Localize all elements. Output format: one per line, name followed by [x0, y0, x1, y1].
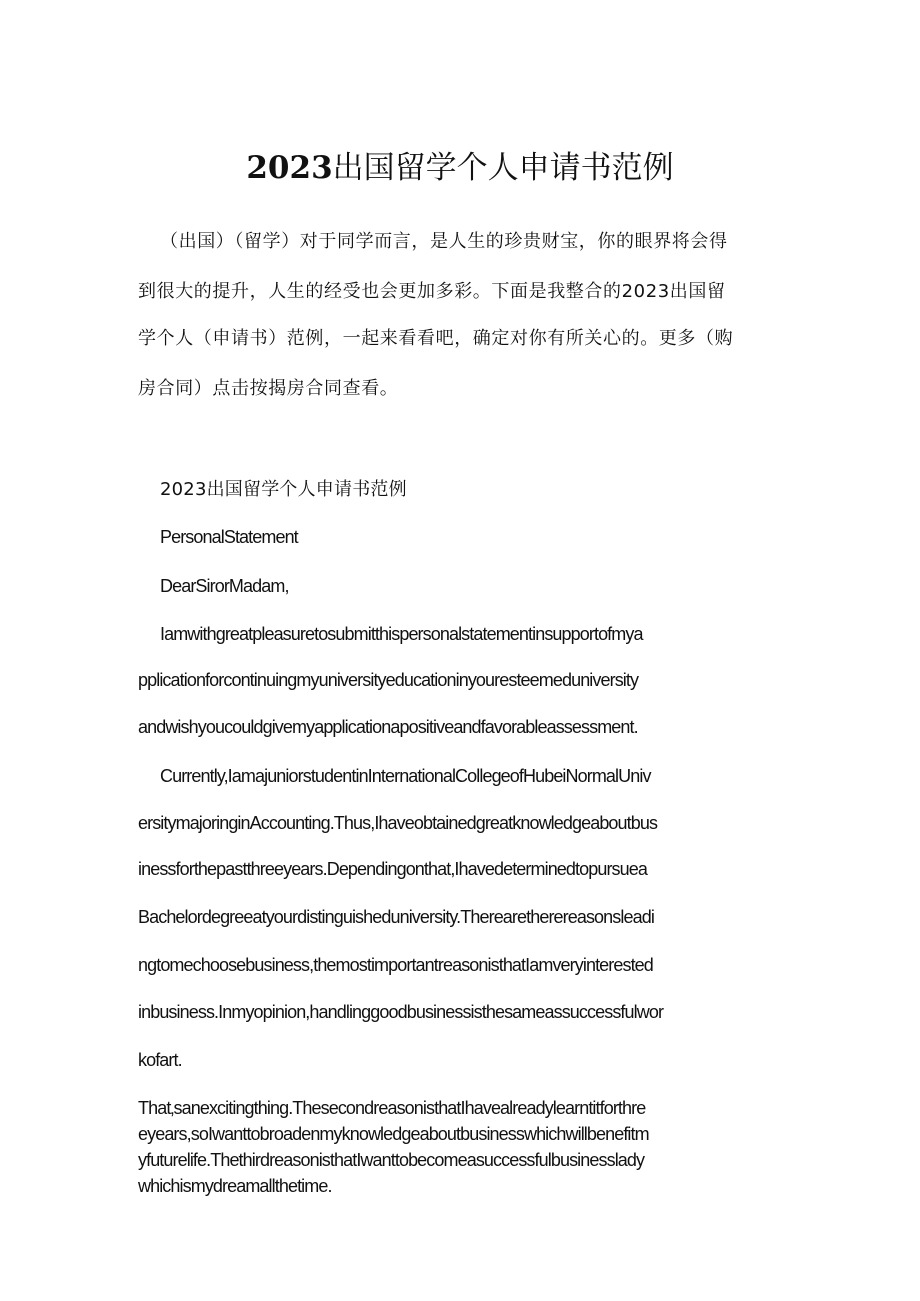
salutation: DearSirorMadam,	[160, 576, 289, 596]
subtitle: 2023出国留学个人申请书范例	[160, 479, 407, 500]
intro-line: 房合同）点击按揭房合同查看。	[138, 378, 399, 399]
paragraph-line: pplicationforcontinuingmyuniversityeducationinyouresteemeduniversity	[138, 670, 639, 690]
paragraph-line: Currently,IamajuniorstudentinInternationalCollegeofHubeiNormalUniv	[160, 766, 651, 786]
intro-line: 到很大的提升，人生的经受也会更加多彩。下面是我整合的2023出国留	[138, 281, 726, 302]
paragraph-line: Bachelordegreeatyourdistinguisheduniversity.Therearetherereasonsleadi	[138, 907, 654, 927]
paragraph-line: yfuturelife.ThethirdreasonisthatIwanttobecomeasuccessfulbusinesslady	[138, 1150, 645, 1170]
paragraph-line: inbusiness.Inmyopinion,handlinggoodbusinessisthesameassuccessfulwor	[138, 1002, 664, 1022]
intro-line: 学个人（申请书）范例，一起来看看吧，确定对你有所关心的。更多（购	[138, 328, 734, 349]
paragraph-line: ngtomechoosebusiness,themostimportantreasonisthatIamveryinterested	[138, 955, 653, 975]
intro-line: （出国）（留学）对于同学而言，是人生的珍贵财宝，你的眼界将会得	[160, 231, 728, 252]
paragraph-line: eyears,soIwanttobroadenmyknowledgeaboutbusinesswhichwillbenefitm	[138, 1124, 649, 1144]
paragraph-line: andwishyoucouldgivemyapplicationapositiveandfavorableassessment.	[138, 717, 638, 737]
paragraph-line: kofart.	[138, 1050, 182, 1070]
paragraph-line: Iamwithgreatpleasuretosubmitthispersonalstatementinsupportofmya	[160, 624, 643, 644]
paragraph-line: inessforthepastthreeyears.Dependingonthat,Ihavedeterminedtopursuea	[138, 859, 647, 879]
page-title	[0, 148, 920, 188]
title-text: 出国留学个人申请书范例	[332, 150, 674, 186]
title-year: 2023	[246, 150, 333, 186]
paragraph-line: whichismydreamallthetime.	[138, 1176, 332, 1196]
paragraph-line: That‚sanexcitingthing.ThesecondreasonisthatIhavealreadylearntitforthre	[138, 1098, 646, 1118]
statement-heading: PersonalStatement	[160, 527, 298, 547]
paragraph-line: ersitymajoringinAccounting.Thus,Ihaveobtainedgreatknowledgeaboutbus	[138, 813, 658, 833]
